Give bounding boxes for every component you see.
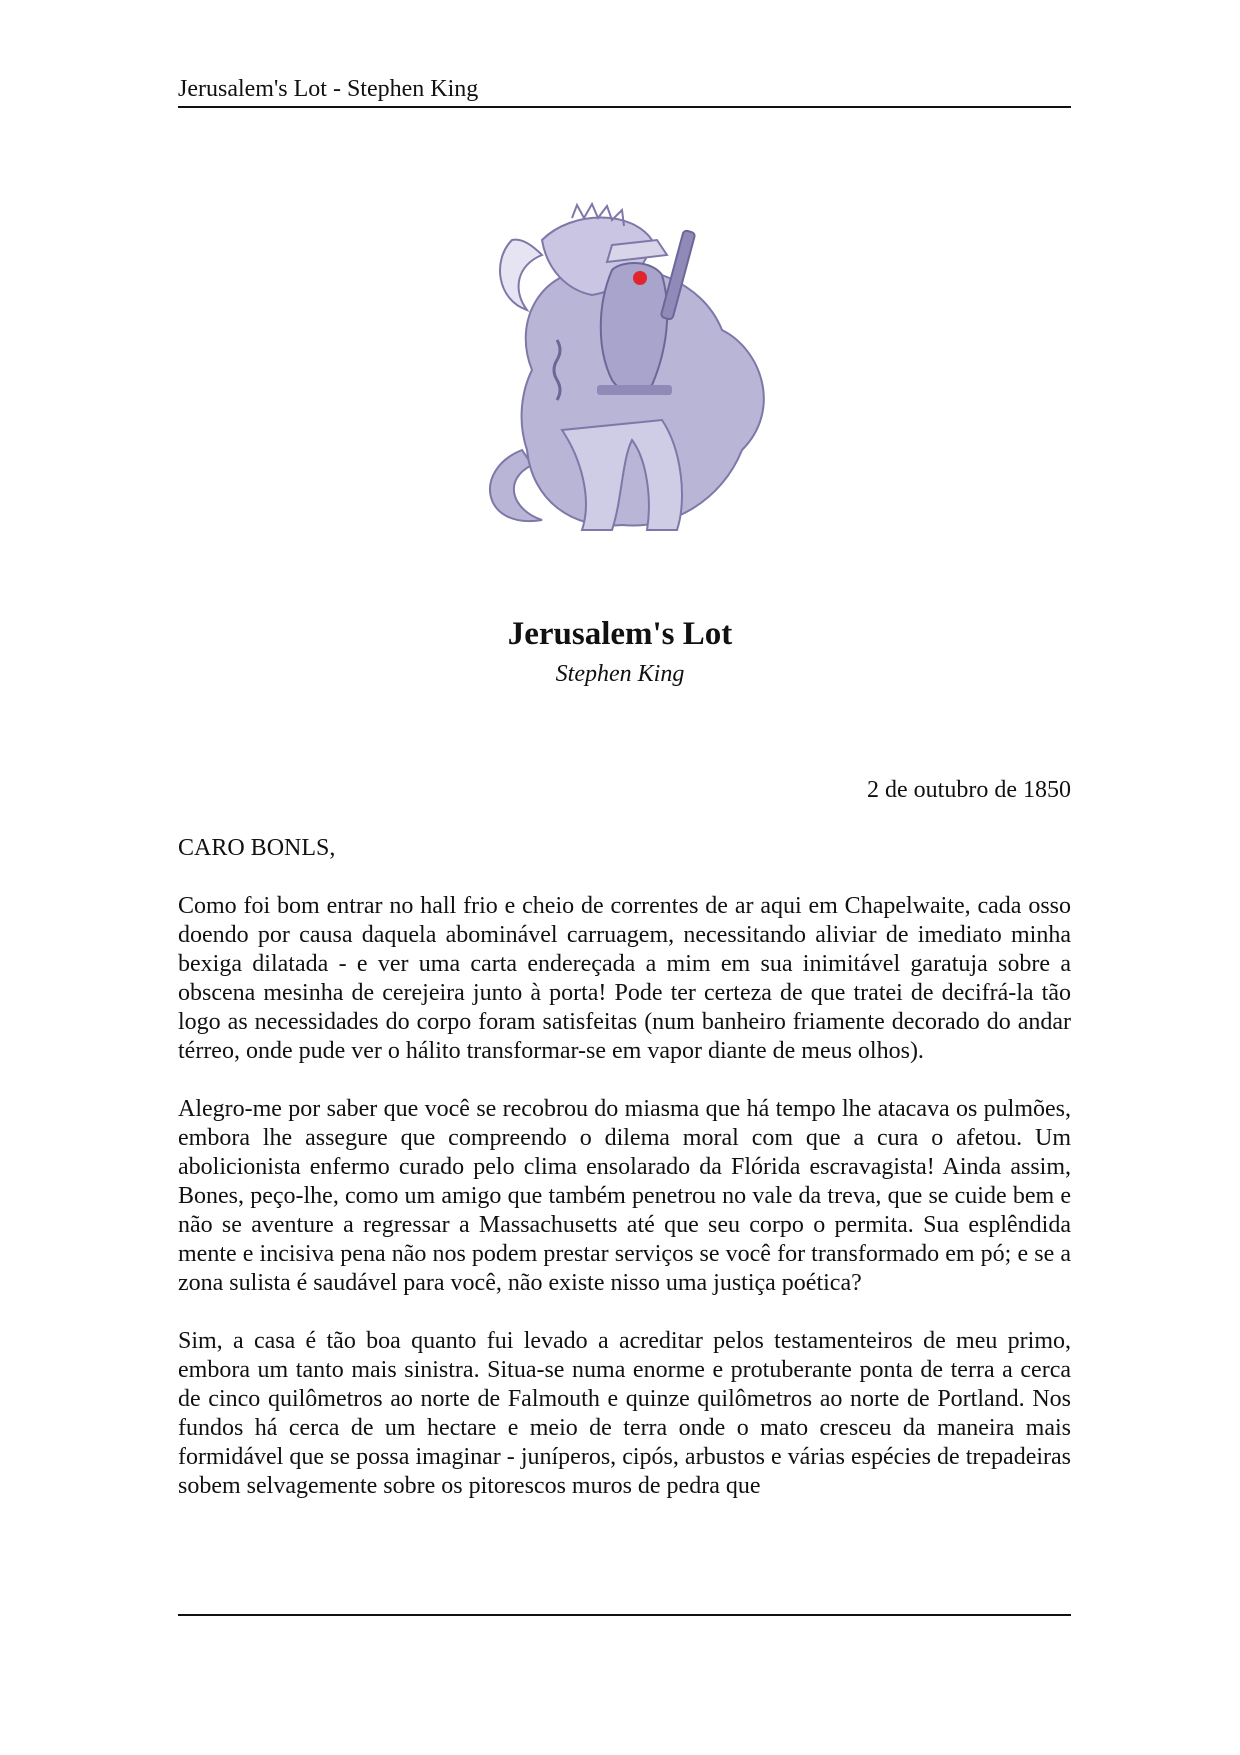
book-author: Stephen King — [555, 661, 685, 687]
letter-salutation: CARO BONLS, — [178, 835, 336, 861]
letter-paragraph: Alegro-me por saber que você se recobrou do miasma que há tempo lhe atacava os pulmões, embora lhe assegure que compreendo o dilema moral com que a cura o afetou. Um abolicionista enfermo curado pelo clima ensolarado da Flórida escravagista! Ainda assim, Bones, peço-lhe, como um amigo que também penetrou no vale da treva, que se cuide bem e não se aventure a regressar a Massachusetts até que seu corpo o permita. Sua esplêndida mente e incisiva pena não nos podem prestar serviços se você for transformado em pó; e se a zona sulista é saudável para você, não existe nisso uma justiça poética? — [178, 1096, 1071, 1296]
rider-shape — [601, 263, 667, 392]
demon-illustration-icon — [472, 200, 782, 540]
book-title: Jerusalem's Lot — [507, 616, 733, 652]
page-header — [178, 70, 1071, 108]
letter-paragraph: Como foi bom entrar no hall frio e cheio de correntes de ar aqui em Chapelwaite, cada osso doendo por causa daquela abominável carruagem, necessitando aliviar de imediato minha bexiga dilatada - e ver uma carta endereçada a mim em sua inimitável garatuja sobre a obscena mesinha de cerejeira junto à porta! Pode ter certeza de que tratei de decifrá-la tão logo as necessidades do corpo foram satisfeitas (num banheiro friamente decorado do andar térreo, onde pude ver o hálito transformar-se em vapor diante de meus olhos). — [178, 893, 1071, 1064]
letter-date: 2 de outubro de 1850 — [867, 777, 1071, 803]
running-title: Jerusalem's Lot - Stephen King — [178, 76, 479, 102]
demon-illustration — [472, 200, 782, 540]
footer-rule — [178, 1614, 1071, 1616]
belt-shape — [597, 385, 672, 395]
letter-paragraph: Sim, a casa é tão boa quanto fui levado a acreditar pelos testamenteiros de meu primo, embora um tanto mais sinistra. Situa-se numa enorme e protuberante ponta de terra a cerca de cinco quilômetros ao norte de Falmouth e quinze quilômetros ao norte de Portland. Nos fundos há cerca de um hectare e meio de terra onde o mato cresceu da maneira mais formidável que se possa imaginar - juníperos, cipós, arbustos e várias espécies de trepadeiras sobem selvagemente sobre os pitorescos muros de pedra que — [178, 1328, 1071, 1499]
letter-body — [178, 892, 1071, 1530]
red-eye-shape — [633, 271, 647, 285]
